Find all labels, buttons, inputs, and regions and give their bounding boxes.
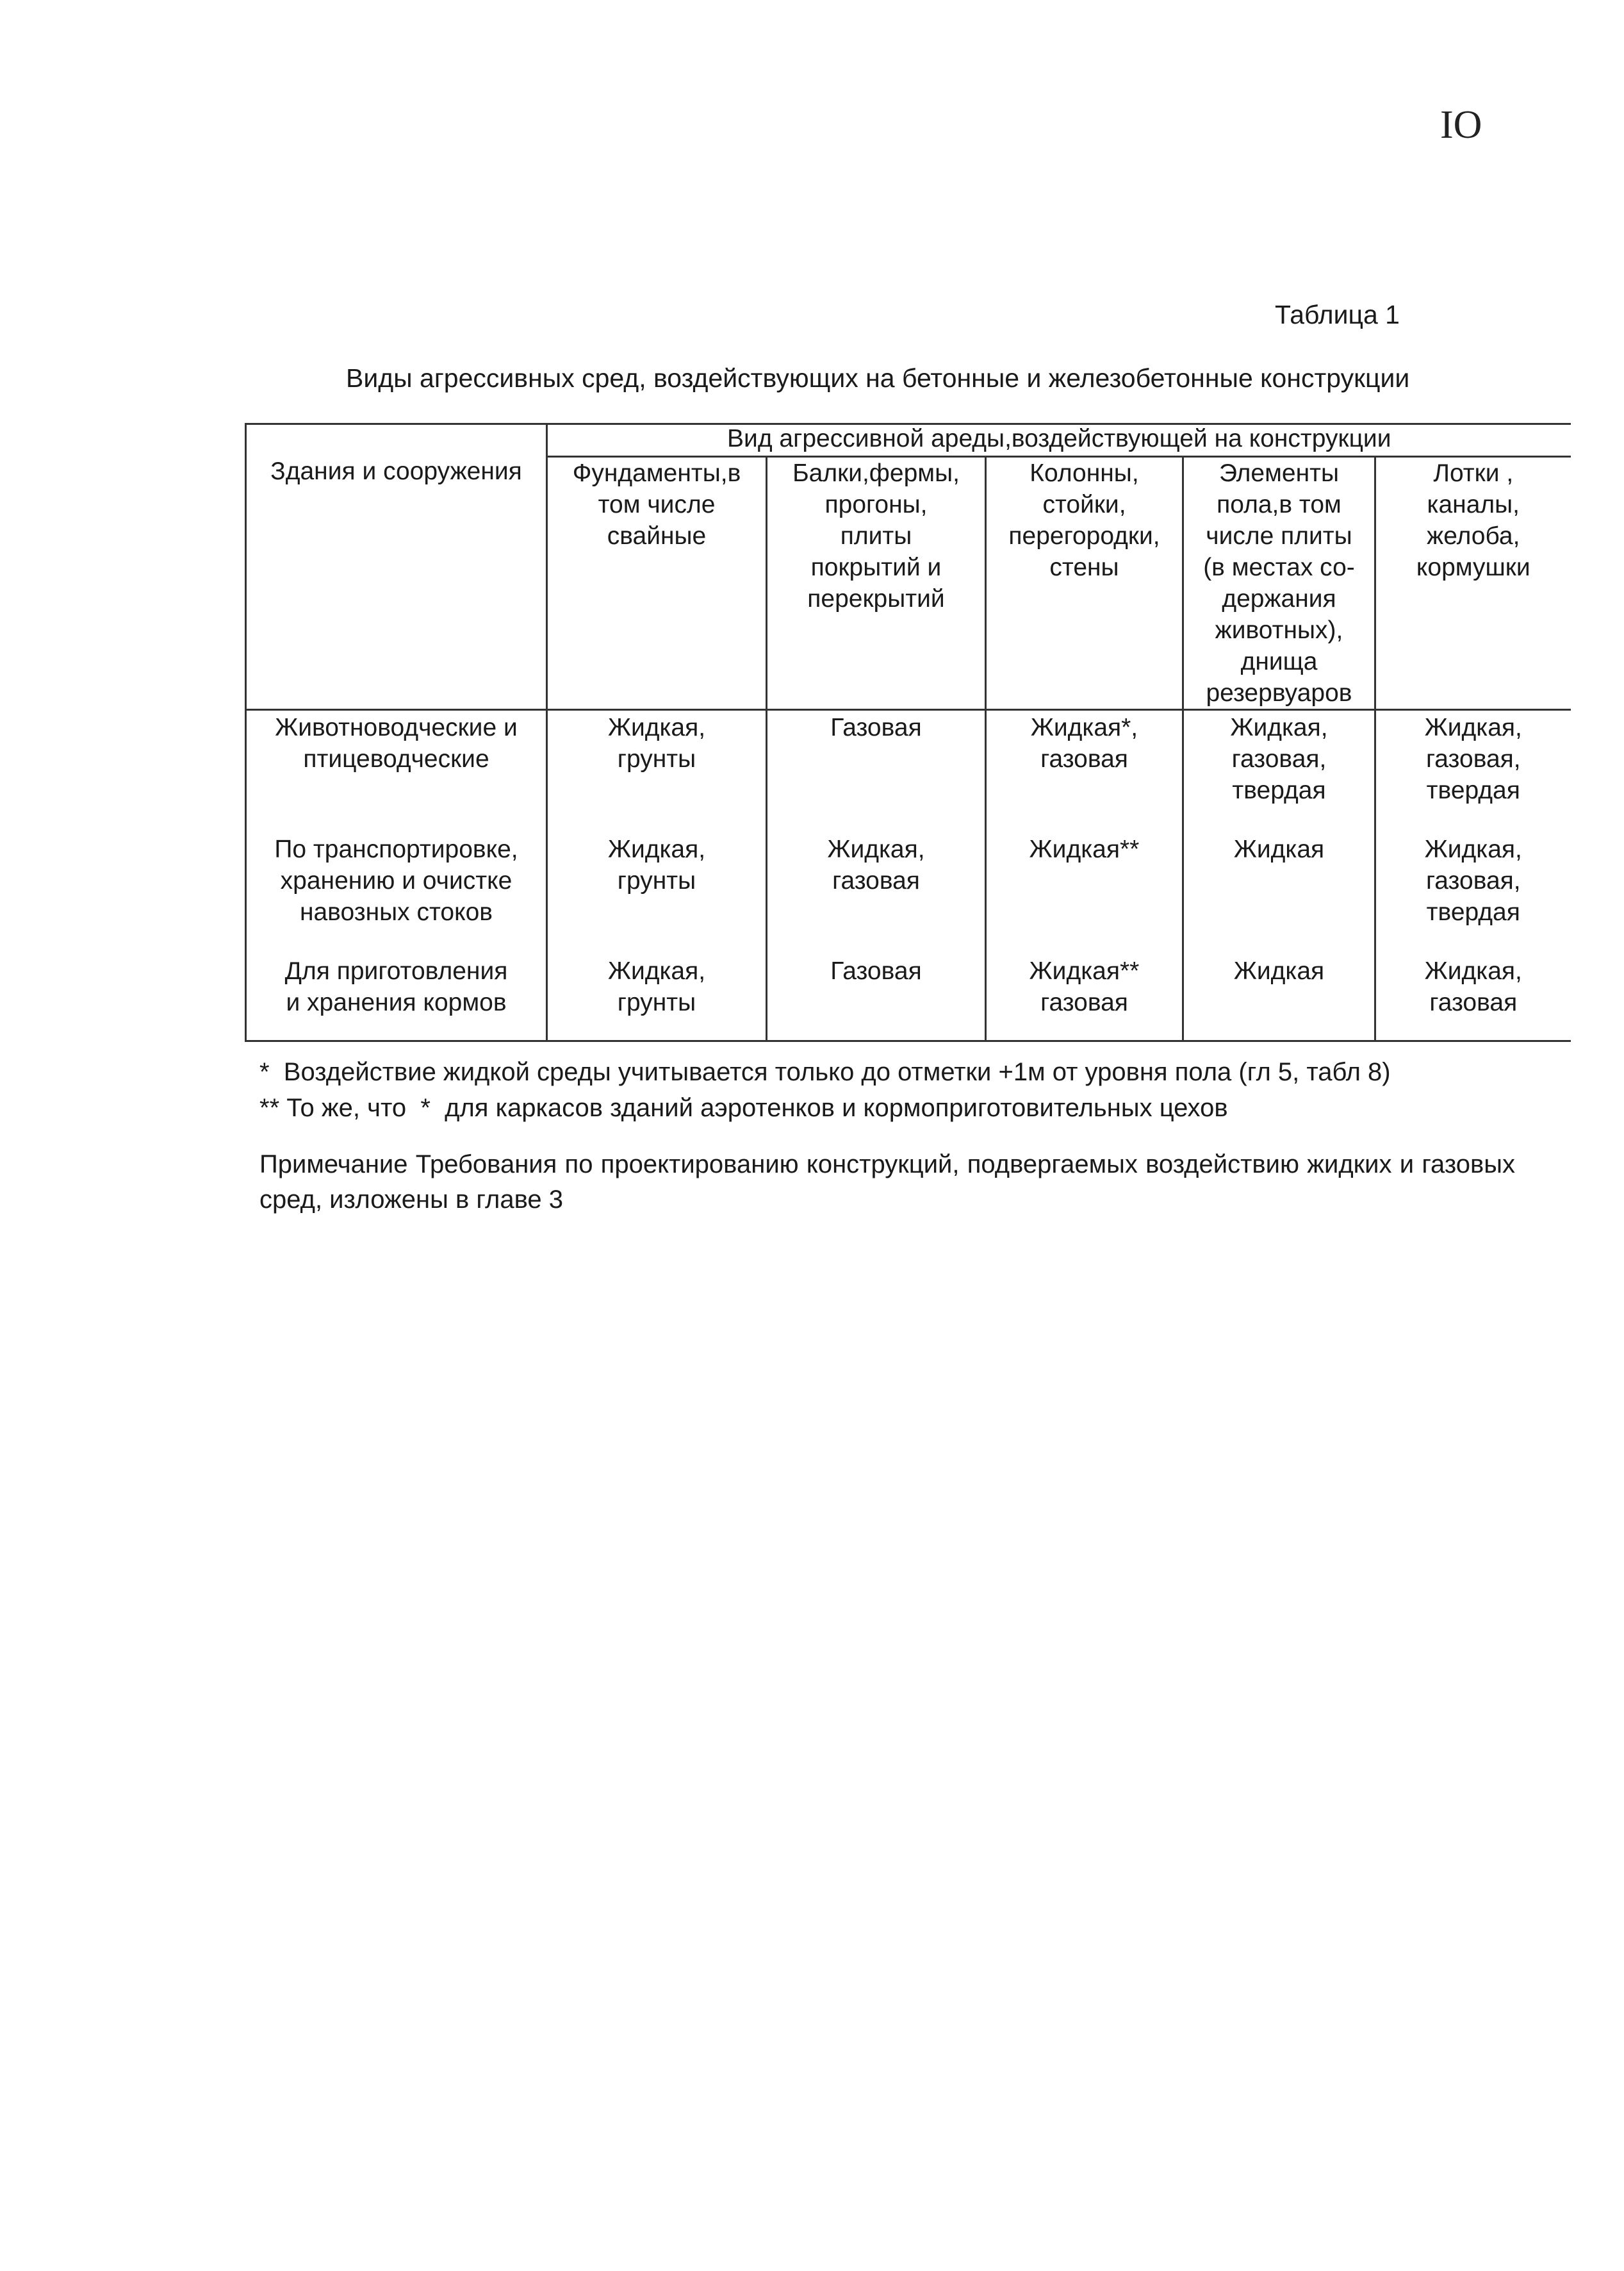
table-cell: Жидкая** <box>986 834 1183 955</box>
footnote-single-asterisk: * Воздействие жидкой среды учитывается только до отметки +1м от уровня пола (гл 5, табл 8) <box>259 1058 1391 1086</box>
column-header-floor-elements: Элементы пола,в том числе плиты (в местах со- держания животных), днища резервуаров <box>1183 457 1375 710</box>
table-row <box>246 834 1571 955</box>
table-cell: Жидкая, грунты <box>547 710 767 834</box>
group-header: Вид агрессивной ареды,воздействующей на конструкции <box>547 424 1571 457</box>
table-cell: Жидкая, газовая, твердая <box>1375 834 1571 955</box>
header-row-top <box>246 424 1571 457</box>
column-header-trays: Лотки , каналы, желоба, кормушки <box>1375 457 1571 710</box>
table-row <box>246 710 1571 834</box>
table-title: Виды агрессивных сред, воздействующих на бетонные и железобетонные конструкции <box>346 363 1410 393</box>
table-cell: Газовая <box>767 955 986 1041</box>
row-building-name: По транспортировке, хранению и очистке навозных стоков <box>246 834 547 955</box>
column-header-columns: Колонны, стойки, перегородки, стены <box>986 457 1183 710</box>
table-cell: Жидкая, грунты <box>547 955 767 1041</box>
table-cell: Жидкая, газовая, твердая <box>1375 710 1571 834</box>
footnote-double-asterisk: ** То же, что * для каркасов зданий аэротенков и кормоприготовительных цехов <box>259 1094 1228 1122</box>
aggressive-media-table <box>245 423 1570 1027</box>
table-cell: Жидкая <box>1183 955 1375 1041</box>
table-cell: Газовая <box>767 710 986 834</box>
footnotes <box>259 1054 1391 1126</box>
table-cell: Жидкая, газовая, твердая <box>1183 710 1375 834</box>
buildings-header: Здания и сооружения <box>246 424 547 710</box>
page-number: IO <box>1440 103 1482 147</box>
table-label: Таблица 1 <box>1275 300 1400 329</box>
table-cell: Жидкая*, газовая <box>986 710 1183 834</box>
table-cell: Жидкая, грунты <box>547 834 767 955</box>
table-cell: Жидкая, газовая <box>1375 955 1571 1041</box>
note: Примечание Требования по проектированию конструкций, подвергаемых воздействию жидких и газовых сред, изложены в главе 3 <box>259 1150 1515 1214</box>
table-row <box>246 955 1571 1041</box>
row-building-name: Для приготовления и хранения кормов <box>246 955 547 1041</box>
table-cell: Жидкая <box>1183 834 1375 955</box>
table-cell: Жидкая, газовая <box>767 834 986 955</box>
column-header-beams: Балки,фермы, прогоны, плиты покрытий и перекрытий <box>767 457 986 710</box>
table <box>245 423 1571 1042</box>
table-cell: Жидкая** газовая <box>986 955 1183 1041</box>
column-header-foundations: Фундаменты,в том числе свайные <box>547 457 767 710</box>
row-building-name: Животноводческие и птицеводческие <box>246 710 547 834</box>
